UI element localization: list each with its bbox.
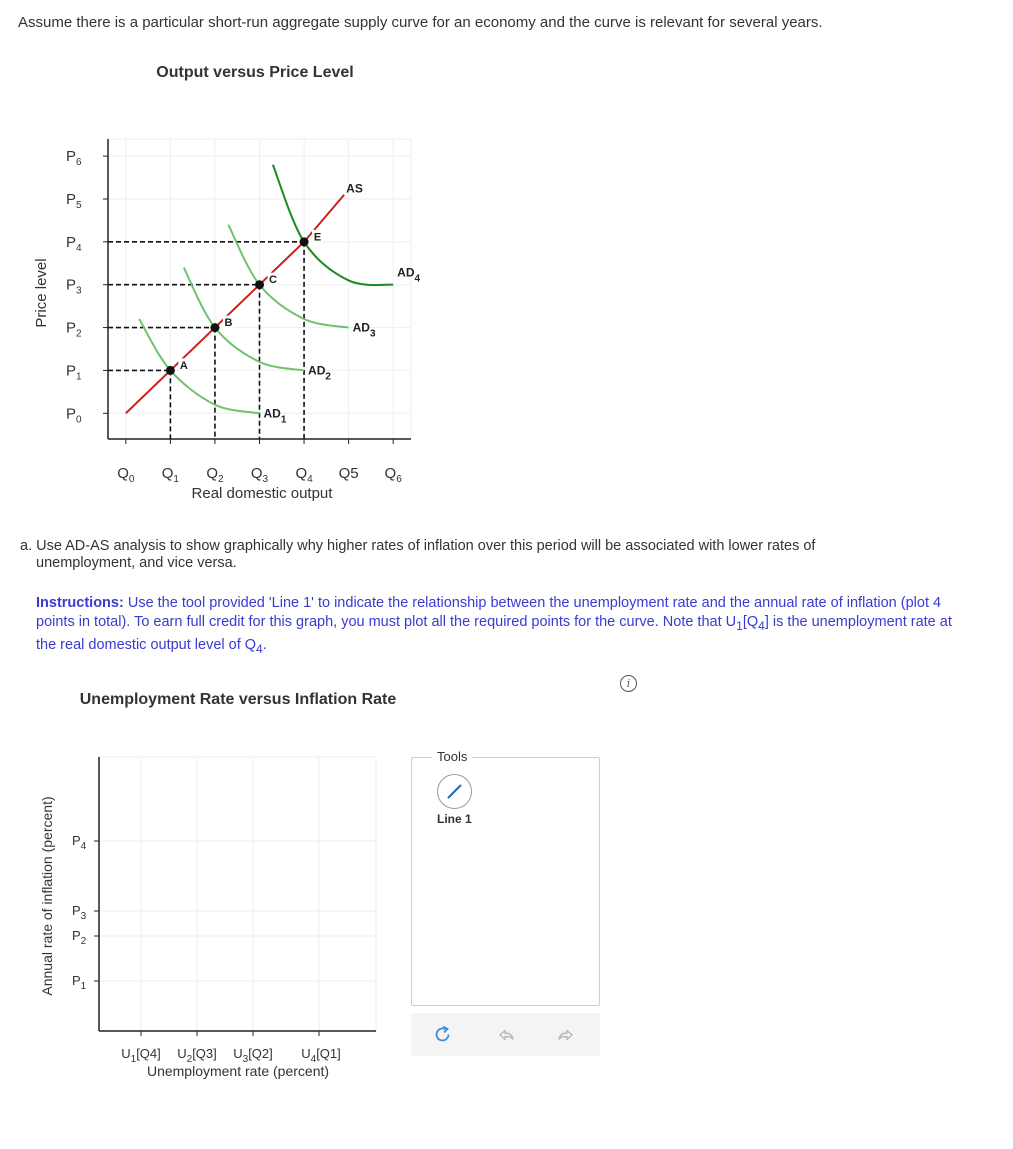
instructions-text: Use the tool provided 'Line 1' to indicate the relationship between the unemployment rate and the annual rate of inflation (plot 4 points in total). To earn full credit for this graph, you must plot all the required points for the curve. Note that U (36, 595, 942, 630)
intro-text: Assume there is a particular short-run aggregate supply curve for an economy and the curve is relevant for several years. (18, 14, 823, 31)
instructions-sub: 4 (758, 618, 765, 633)
x-tick-label: $Q_4$ (295, 465, 313, 485)
redo-icon (553, 1021, 581, 1049)
equilibrium-point (210, 323, 219, 332)
y-tick-label: $P_2$ (72, 928, 87, 947)
info-icon[interactable]: i (620, 675, 637, 692)
equilibrium-point (300, 237, 309, 246)
instructions-sub: 1 (736, 618, 743, 633)
y-tick-label: $P_3$ (66, 276, 82, 297)
as-curve (126, 195, 344, 414)
line-tool-icon (437, 774, 472, 809)
instructions-text: [Q (742, 614, 759, 630)
y-tick-label: $P_1$ (72, 973, 87, 992)
equilibrium-label: B (224, 317, 233, 330)
ad-curve-2 (184, 268, 304, 371)
unemployment-vs-inflation-chart[interactable] (0, 680, 420, 1100)
ad-curve-1 (139, 319, 259, 413)
undo-button[interactable] (491, 1021, 519, 1049)
x-tick-label: $U_4[Q1]$ (301, 1046, 341, 1065)
ad-curve-label: $AD_3$ (352, 320, 376, 340)
tool-action-bar (411, 1013, 600, 1056)
instructions-text: . (262, 636, 267, 653)
question-a (20, 538, 920, 572)
output-vs-price-chart (0, 50, 470, 510)
x-tick-label: $Q_2$ (206, 465, 224, 485)
equilibrium-point (166, 366, 175, 375)
tools-panel (411, 749, 600, 1006)
chart1-title: Output versus Price Level (156, 64, 354, 81)
y-tick-label: $P_2$ (66, 319, 82, 340)
equilibrium-label: E (313, 231, 322, 244)
chart1-x-axis-title: Real domestic output (191, 485, 333, 502)
x-tick-label: $U_2[Q3]$ (177, 1046, 217, 1065)
equilibrium-point (255, 280, 264, 289)
x-tick-label: $Q_6$ (384, 465, 402, 485)
y-tick-label: $P_6$ (66, 148, 82, 169)
y-tick-label: $P_4$ (66, 233, 82, 254)
instructions (36, 594, 976, 659)
ad-curve-label: $AD_2$ (308, 363, 331, 383)
y-tick-label: $P_5$ (66, 191, 82, 211)
equilibrium-label: A (179, 359, 188, 372)
x-tick-label: $Q_0$ (117, 465, 135, 485)
chart1-y-axis-title: Price level (33, 258, 50, 328)
undo-icon (491, 1021, 519, 1049)
ad-curve-4 (273, 165, 393, 285)
ad-curve-3 (228, 225, 348, 328)
y-tick-label: $P_4$ (72, 833, 87, 852)
chart2-title: Unemployment Rate versus Inflation Rate (79, 691, 397, 708)
reset-button[interactable] (429, 1021, 457, 1049)
instructions-label: Instructions: (36, 595, 124, 611)
chart2-y-axis-title: Annual rate of inflation (percent) (39, 796, 55, 996)
as-curve-label: AS (346, 181, 363, 196)
instructions-text: ] is the unemployment rate at the real domestic output level of Q (36, 614, 952, 653)
y-tick-label: $P_1$ (66, 362, 82, 383)
y-tick-label: $P_0$ (66, 405, 82, 426)
x-tick-label: $U_3[Q2]$ (233, 1046, 273, 1065)
question-line-1: a. Use AD-AS analysis to show graphically why higher rates of inflation over this period will be associated with lower rates of (20, 538, 816, 554)
x-tick-label: $U_1[Q4]$ (121, 1046, 161, 1065)
x-tick-label: $Q_3$ (250, 465, 269, 485)
ad-curve-label: $AD_4$ (397, 265, 421, 285)
line-tool-button[interactable] (437, 774, 472, 809)
line-tool-label: Line 1 (437, 812, 472, 826)
equilibrium-label: C (269, 274, 277, 287)
reset-icon (429, 1021, 457, 1049)
y-tick-label: $P_3$ (72, 903, 87, 922)
question-line-2: unemployment, and vice versa. (36, 555, 237, 571)
ad-curve-label: $AD_1$ (263, 406, 287, 426)
x-tick-label: $Q_1$ (161, 465, 179, 485)
x-tick-label: Q5 (338, 465, 359, 482)
tools-legend: Tools (432, 749, 472, 764)
redo-button[interactable] (553, 1021, 581, 1049)
chart2-x-axis-title: Unemployment rate (percent) (146, 1063, 330, 1079)
instructions-sub: 4 (256, 641, 263, 656)
